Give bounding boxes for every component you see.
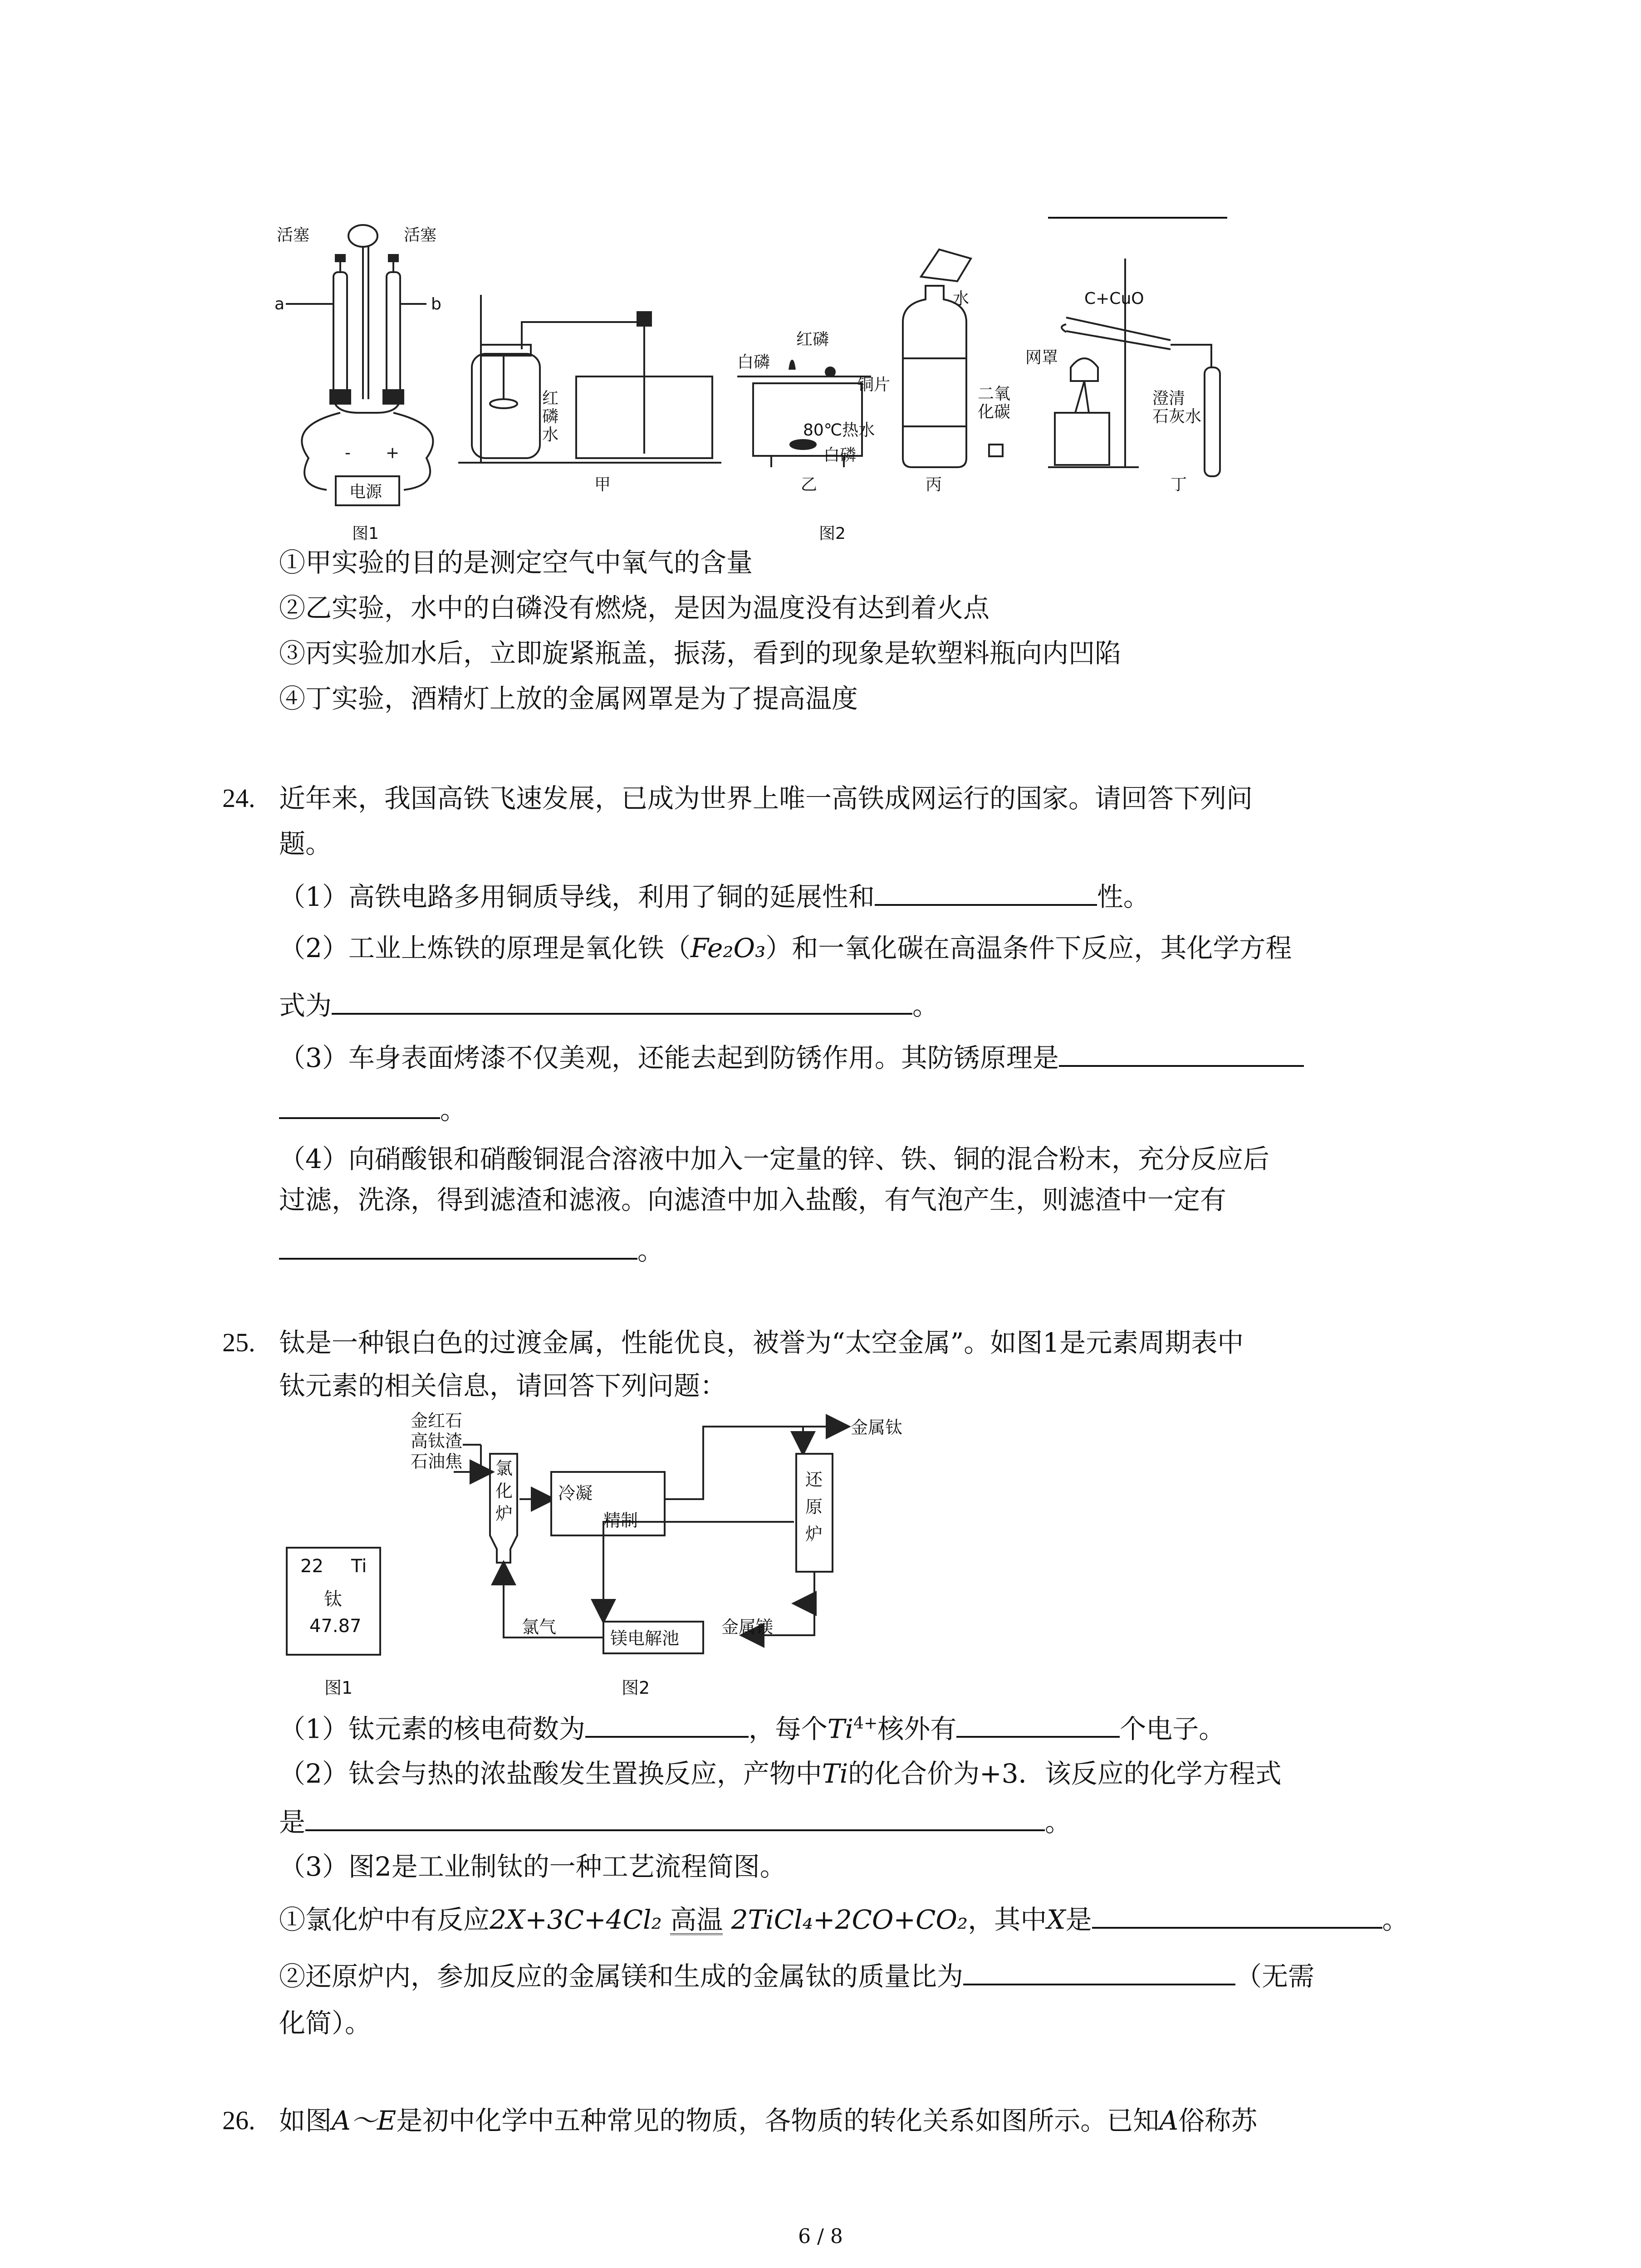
q24-p3b: 。 bbox=[440, 1095, 467, 1125]
yi-name: 乙 bbox=[801, 475, 818, 494]
q24-part-3 bbox=[279, 1039, 1304, 1076]
q25-part-3: （3）图2是工业制钛的一种工艺流程简图。 bbox=[279, 1851, 786, 1882]
flow-ti: 金属钛 bbox=[851, 1418, 903, 1437]
jia-p-label: 磷 bbox=[542, 407, 559, 426]
q25-p1b: ，每个 bbox=[748, 1713, 828, 1745]
flow-raw-1: 金红石 bbox=[411, 1411, 463, 1431]
q25-ti: Ti bbox=[822, 1758, 848, 1789]
flow-raw-2: 高钛渣 bbox=[411, 1431, 463, 1451]
fig1-stopcock-right-label: 活塞 bbox=[404, 226, 437, 244]
q25-answer-blank-1b bbox=[956, 1710, 1120, 1738]
q26-ae: A～E bbox=[332, 2105, 397, 2136]
yi-hot-water: 80℃热水 bbox=[803, 421, 875, 440]
q25-fig1-caption: 图1 bbox=[324, 1678, 353, 1698]
ding-lime-1: 澄清 bbox=[1152, 389, 1185, 408]
q24-part-4-end bbox=[279, 1232, 664, 1269]
q24-part-2-cont bbox=[279, 987, 939, 1024]
element-mass: 47.87 bbox=[309, 1616, 362, 1637]
q25-p1c: 核外有 bbox=[877, 1713, 957, 1745]
q23-option-2: ②乙实验，水中的白磷没有燃烧，是因为温度没有达到着火点 bbox=[279, 592, 990, 623]
q26-number: 26. bbox=[222, 2106, 255, 2135]
q25-answer-blank-2 bbox=[305, 1803, 1045, 1831]
flow-chlorine: 氯气 bbox=[522, 1617, 557, 1637]
yi-copper: 铜片 bbox=[857, 376, 891, 394]
q24-answer-blank-1 bbox=[875, 878, 1097, 906]
q26-stem-b: 是初中化学中五种常见的物质，各物质的转化关系如图所示。已知 bbox=[396, 2105, 1160, 2136]
q24-answer-blank-4 bbox=[279, 1232, 637, 1260]
q25-part-2 bbox=[279, 1755, 1282, 1792]
q25-eq-condition: 高温 bbox=[670, 1904, 723, 1935]
q25-ion-charge: 4+ bbox=[853, 1714, 878, 1733]
q24-part-3-cont bbox=[279, 1091, 466, 1128]
element-symbol: Ti bbox=[351, 1556, 367, 1577]
yi-white-p-bottom: 白磷 bbox=[823, 446, 857, 464]
element-card-titanium bbox=[286, 1547, 381, 1656]
flow-mg: 金属镁 bbox=[721, 1617, 774, 1637]
q24-p3a: （3）车身表面烤漆不仅美观，还能去起到防锈作用。其防锈原理是 bbox=[279, 1042, 1059, 1073]
ding-lime-2: 石灰水 bbox=[1152, 407, 1202, 426]
page-number: 6 / 8 bbox=[798, 2225, 843, 2248]
titanium-process-flow bbox=[408, 1408, 998, 1662]
flow-chlor-2: 化 bbox=[495, 1481, 513, 1501]
q24-p4c: 。 bbox=[637, 1235, 664, 1266]
q25-stem-1: 钛是一种银白色的过渡金属，性能优良，被誉为“太空金属”。如图1是元素周期表中 bbox=[279, 1327, 1244, 1358]
bing-co2-1: 二氧 bbox=[978, 385, 1011, 403]
q24-p2d: 。 bbox=[912, 990, 939, 1021]
q26-stem-a: 如图 bbox=[279, 2105, 332, 2136]
q25-p3-1d: 。 bbox=[1382, 1904, 1409, 1935]
q24-number: 24. bbox=[222, 783, 255, 813]
q26-a: A bbox=[1159, 2105, 1179, 2136]
bing-water: 水 bbox=[953, 289, 970, 308]
bing-name: 丙 bbox=[926, 475, 942, 494]
fig1-b-label: b bbox=[431, 295, 441, 313]
q23-option-3: ③丙实验加水后，立即旋紧瓶盖，振荡，看到的现象是软塑料瓶向内凹陷 bbox=[279, 638, 1122, 669]
q24-part-4-cont bbox=[279, 1182, 1226, 1218]
flow-cond-1: 冷凝 bbox=[558, 1483, 593, 1503]
q25-answer-blank-1a bbox=[585, 1710, 749, 1738]
q24-p2b: ）和一氧化碳在高温条件下反应，其化学方程 bbox=[765, 933, 1292, 963]
q24-formula: Fe₂O₃ bbox=[690, 933, 766, 963]
fig1-minus-label: - bbox=[345, 444, 351, 462]
jia-water-label: 水 bbox=[542, 425, 559, 444]
fig1-plus-label: + bbox=[386, 444, 400, 462]
q24-p1a: （1）高铁电路多用铜质导线，利用了铜的延展性和 bbox=[279, 881, 875, 912]
q25-answer-blank-3 bbox=[1092, 1901, 1382, 1929]
q24-answer-blank-2 bbox=[332, 987, 912, 1015]
q25-part-2-cont bbox=[279, 1803, 1071, 1840]
q24-p2a: （2）工业上炼铁的原理是氧化铁（ bbox=[279, 933, 691, 963]
fig1-a-label: a bbox=[274, 295, 285, 313]
q25-fig2-caption: 图2 bbox=[622, 1678, 650, 1698]
bing-apparatus bbox=[903, 249, 1003, 467]
q25-p1d: 个电子。 bbox=[1120, 1713, 1225, 1745]
jia-name: 甲 bbox=[594, 475, 611, 494]
q25-p2d: 。 bbox=[1045, 1807, 1072, 1838]
q24-p4b: 过滤，洗涤，得到滤渣和滤液。向滤渣中加入盐酸，有气泡产生，则滤渣中一定有 bbox=[279, 1184, 1227, 1215]
q24-part-4 bbox=[279, 1141, 1269, 1177]
q25-p2c: 是 bbox=[279, 1807, 306, 1838]
q24-answer-blank-3b bbox=[279, 1091, 440, 1119]
q25-x: X bbox=[1047, 1904, 1066, 1935]
q24-p4a: （4）向硝酸银和硝酸铜混合溶液中加入一定量的锌、铁、铜的混合粉末，充分反应后 bbox=[279, 1144, 1269, 1174]
flow-raw-3: 石油焦 bbox=[411, 1452, 463, 1471]
q25-eq-right: 2TiCl₄+2CO+CO₂ bbox=[731, 1904, 968, 1935]
flow-red-2: 原 bbox=[805, 1497, 823, 1517]
q25-part-3-1 bbox=[279, 1901, 1409, 1938]
q24-p2c: 式为 bbox=[279, 990, 332, 1021]
q25-p3-1b: ，其中 bbox=[968, 1904, 1047, 1935]
q25-number: 25. bbox=[222, 1328, 255, 1357]
yi-white-p-top: 白磷 bbox=[737, 353, 770, 371]
q25-p2a: （2）钛会与热的浓盐酸发生置换反应，产物中 bbox=[279, 1758, 822, 1789]
jia-apparatus bbox=[458, 295, 721, 463]
electrolysis-apparatus bbox=[286, 225, 433, 505]
element-number: 22 bbox=[300, 1556, 323, 1577]
q25-p3-2a: ②还原炉内，参加反应的金属镁和生成的金属钛的质量比为 bbox=[279, 1961, 964, 1992]
q23-option-4: ④丁实验，酒精灯上放的金属网罩是为了提高温度 bbox=[279, 683, 858, 714]
flow-cond-2: 精制 bbox=[603, 1510, 638, 1530]
q25-ion: Ti bbox=[827, 1713, 854, 1745]
fig1-caption: 图1 bbox=[352, 524, 379, 543]
ding-name: 丁 bbox=[1171, 475, 1187, 494]
q25-p1a: （1）钛元素的核电荷数为 bbox=[279, 1713, 585, 1745]
q24-stem-2: 题。 bbox=[279, 828, 332, 859]
q25-answer-blank-4 bbox=[963, 1957, 1235, 1985]
fig1-power-label: 电源 bbox=[349, 483, 382, 501]
q24-part-1 bbox=[279, 878, 1150, 915]
q26-stem-c: 俗称苏 bbox=[1178, 2105, 1258, 2136]
q24-part-2 bbox=[279, 930, 1292, 966]
q25-part-3-2-cont: 化简）。 bbox=[279, 2008, 372, 2038]
q24-answer-blank-3a bbox=[1059, 1039, 1304, 1067]
bing-co2-2: 化碳 bbox=[978, 403, 1011, 421]
q25-p3-1a: ①氯化炉中有反应 bbox=[279, 1904, 490, 1935]
q25-stem-2: 钛元素的相关信息，请回答下列问题： bbox=[279, 1370, 727, 1401]
ding-mesh: 网罩 bbox=[1025, 348, 1058, 367]
q24-p1b: 性。 bbox=[1097, 881, 1150, 912]
q25-p3-1c: 是 bbox=[1065, 1904, 1092, 1935]
flow-red-3: 炉 bbox=[805, 1524, 823, 1544]
q25-p3-2b: （无需 bbox=[1235, 1961, 1315, 1992]
fig2-caption: 图2 bbox=[819, 524, 846, 543]
flow-chlor-3: 炉 bbox=[495, 1504, 513, 1524]
yi-red-p: 红磷 bbox=[796, 330, 829, 349]
q25-part-3-2 bbox=[279, 1957, 1314, 1994]
fig1-stopcock-left-label: 活塞 bbox=[277, 226, 310, 244]
q24-stem-1: 近年来，我国高铁飞速发展，已成为世界上唯一高铁成网运行的国家。请回答下列问 bbox=[279, 783, 1253, 814]
q26-stem bbox=[279, 2102, 1257, 2139]
flow-red-1: 还 bbox=[805, 1470, 823, 1490]
element-name: 钛 bbox=[324, 1589, 342, 1610]
q25-p2b: 的化合价为+3．该反应的化学方程式 bbox=[848, 1758, 1282, 1789]
q25-eq-left: 2X+3C+4Cl₂ bbox=[490, 1904, 662, 1935]
apparatus-figures bbox=[268, 213, 1266, 549]
ding-c-cuo: C+CuO bbox=[1084, 289, 1144, 308]
flow-chlor-1: 氯 bbox=[495, 1458, 513, 1478]
q23-option-1: ①甲实验的目的是测定空气中氧气的含量 bbox=[279, 547, 753, 578]
jia-red-label: 红 bbox=[542, 389, 559, 408]
flow-mg-cell: 镁电解池 bbox=[610, 1628, 680, 1648]
q25-part-1 bbox=[279, 1706, 1225, 1747]
